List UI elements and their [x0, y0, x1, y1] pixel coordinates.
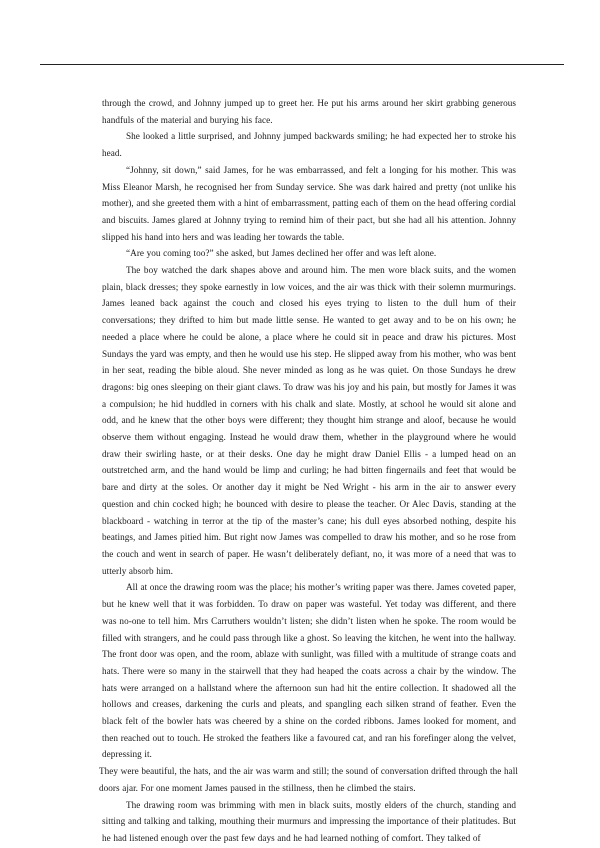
paragraph-3: “Johnny, sit down,” said James, for he was embarrassed, and felt a longing for his mother. This was Miss Eleanor Marsh, he recognised her from Sunday service. She was dark haired and pretty (not unlike his mother), and she greeted them with a hint of embarrassment, patting each of them on the head offering cordial and biscuits. James glared at Johnny trying to remind him of their pact, but she had all his attention. Johnny slipped his hand into hers and was leading her towards the table.	[102, 164, 517, 242]
paragraph-6: All at once the drawing room was the place; his mother’s writing paper was there. James coveted paper, but he knew well that it was forbidden. To draw on paper was wasteful. Yet today was different, and there was no-one to tell him. Mrs Carruthers wouldn’t listen; she didn’t listen when he spoke. The room would be filled with strangers, and he could pass through like a ghost. So leaving the kitchen, he went into the hallway. The front door was open, and the room, ablaze with sunlight, was filled with a multitude of strange coats and hats. There were so many in the stairwell that they had heaped the coats across a chair by the window. The hats were arranged on a hallstand where the afternoon sun had hit the entire collection. It shadowed all the hollows and creases, darkening the curls and pleats, and spangling each silken strand of feather. Even the black felt of the bowler hats was cheered by a shine on the corded ribbons. James looked for moment, and then reached out to touch. He stroked the feathers like a favoured cat, and ran his forefinger along the velvet, depressing it.	[102, 582, 516, 760]
body-text	[99, 95, 518, 847]
paragraph-1: through the crowd, and Johnny jumped up to greet her. He put his arms around her skirt grabbing generous handfuls of the material and burying his face.	[102, 98, 516, 125]
paragraph-7: They were beautiful, the hats, and the air was warm and still; the sound of conversation drifted through the hall doors ajar. For one moment James paused in the stillness, then he climbed the stairs.	[99, 766, 518, 793]
paragraph-2: She looked a little surprised, and Johnny jumped backwards smiling; he had expected her to stroke his head.	[102, 131, 516, 159]
paragraph-5: The boy watched the dark shapes above and around him. The men wore black suits, and the women plain, black dresses; they spoke earnestly in low voices, and the air was thick with their solemn murmurings. James leaned back against the couch and closed his eyes trying to listen to the dull hum of their conversations; they drifted to him but made little sense. He wanted to get away and to be on his own; he needed a place where he could be alone, a place where he could sit in peace and draw his pictures. Most Sundays the yard was empty, and then he would use his step. He slipped away from his mother, who was bent in her seat, reading the bible aloud. She never minded as long as he was quiet. On those Sundays he drew dragons: big ones sleeping on their giant claws. To draw was his joy and his pain, but mostly for James it was a compulsion; he hid huddled in corners with his chalk and slate. Mostly, at school he would sit alone and odd, and he knew that the other boys were different; they thought him strange and aloof, because he would observe them without engaging. Instead he would draw them, whether in the playground where he would draw their swirling haste, or at their desks. One day he might draw Daniel Ellis - a lumped head on an outstretched arm, and the hand would be limp and curling; he had bitten fingernails and feet that would be bare and dirty at the soles. Or another day it might be Ned Wright - his arm in the air to answer every question and chin cocked high; he bounced with desire to please the teacher. Or Alec Davis, standing at the blackboard - watching in terror at the tip of the master’s cane; his dull eyes absorbed nothing, despite his beatings, and James pitied him. But right now James was compelled to draw his mother, and so he rose from the couch and went in search of paper. He wasn’t deliberately defiant, no, it was more of a need that was to utterly absorb him.	[102, 265, 516, 576]
paragraph-4: “Are you coming too?” she asked, but James declined her offer and was left alone.	[126, 248, 437, 259]
paragraph-8: The drawing room was brimming with men in black suits, mostly elders of the church, standing and sitting and talking and talking, mouthing their murmurs and impressing the importance of their platitudes. But he had listened enough over the past few days and he had learned nothing of comfort. They talked of	[102, 799, 516, 843]
header-rule	[40, 64, 564, 65]
